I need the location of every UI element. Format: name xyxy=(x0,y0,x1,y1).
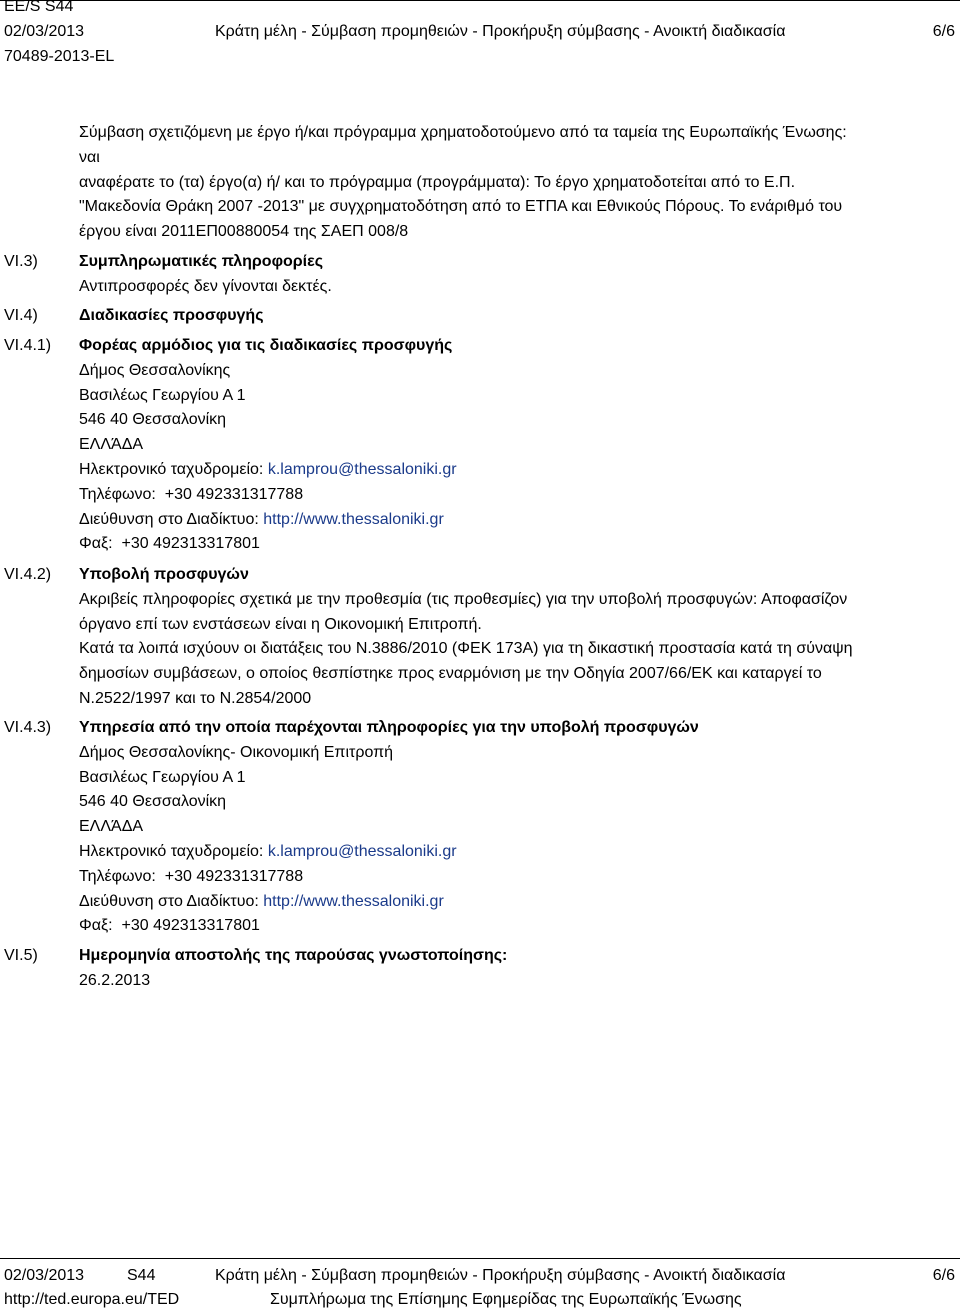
appeal-text-line: Ακριβείς πληροφορίες σχετικά με την προθεσμία (τις προθεσμίες) για την υποβολή προσφυγών: Αποφασίζον xyxy=(79,590,848,608)
email-row xyxy=(79,458,941,483)
section-title: Φορέας αρμόδιος για τις διαδικασίες προσφυγής xyxy=(79,337,453,354)
web-label: Διεύθυνση στο Διαδίκτυο: xyxy=(79,892,259,910)
section-vi5 xyxy=(79,944,941,994)
section-vi41 xyxy=(79,334,941,557)
section-title: Συμπληρωματικές πληροφορίες xyxy=(79,253,324,270)
footer-page-number: 6/6 xyxy=(932,1267,955,1284)
footer-series: S44 xyxy=(127,1267,156,1284)
org-name: Δήμος Θεσσαλονίκης- Οικονομική Επιτροπή xyxy=(79,743,394,761)
section-vi42 xyxy=(79,563,941,712)
phone-label: Τηλέφωνο: xyxy=(79,485,156,503)
email-link[interactable]: k.lamprou@thessaloniki.gr xyxy=(267,460,457,478)
section-number-vi43: VI.4.3) xyxy=(4,719,52,736)
street-address: Βασιλέως Γεωργίου Α 1 xyxy=(79,386,246,404)
header-title: Κράτη μέλη - Σύμβαση προμηθειών - Προκήρυξη σύμβασης - Ανοικτή διαδικασία xyxy=(215,23,786,40)
phone-row xyxy=(79,483,941,508)
section-vi4 xyxy=(79,304,941,329)
email-row xyxy=(79,840,941,865)
web-link[interactable]: http://www.thessaloniki.gr xyxy=(263,510,444,528)
section-vi3 xyxy=(79,250,941,300)
additional-info-text: Αντιπροσφορές δεν γίνονται δεκτές. xyxy=(79,277,332,295)
appeal-text-line: δημοσίων συμβάσεων, ο οποίος θεσπίστηκε προς εναρμόνιση με την Οδηγία 2007/66/ΕΚ και καταργεί το xyxy=(79,665,822,683)
appeal-text-line: όργανο επί των ενστάσεων είναι η Οικονομική Επιτροπή. xyxy=(79,615,482,633)
footer-date: 02/03/2013 xyxy=(4,1267,85,1284)
section-title: Διαδικασίες προσφυγής xyxy=(79,307,264,324)
org-name: Δήμος Θεσσαλονίκης xyxy=(79,361,231,379)
fax-row xyxy=(79,914,941,939)
section-title: Υποβολή προσφυγών xyxy=(79,566,249,583)
eu-funding-ref-line: έργου είναι 2011ΕΠ00880054 της ΣΑΕΠ 008/8 xyxy=(79,223,409,241)
header-doc-code: EE/S S44 xyxy=(4,0,74,15)
footer-rule xyxy=(0,1258,960,1259)
country: ΕΛΛΆΔΑ xyxy=(79,818,144,836)
web-label: Διεύθυνση στο Διαδίκτυο: xyxy=(79,510,259,528)
appeal-text-line: Κατά τα λοιπά ισχύουν οι διατάξεις του Ν.3886/2010 (ΦΕΚ 173Α) για τη δικαστική προστασία κατά τη σύναψη xyxy=(79,640,853,658)
phone-row xyxy=(79,865,941,890)
eu-funding-block xyxy=(79,121,941,245)
email-label: Ηλεκτρονικό ταχυδρομείο: xyxy=(79,842,264,860)
city-postcode: 546 40 Θεσσαλονίκη xyxy=(79,793,227,811)
eu-funding-question: Σύμβαση σχετιζόμενη με έργο ή/και πρόγραμμα χρηματοδοτούμενο από τα ταμεία της Ευρωπαϊκής Ένωσης: xyxy=(79,124,847,141)
phone-value: +30 492331317788 xyxy=(164,485,304,503)
dispatch-date: 26.2.2013 xyxy=(79,971,151,989)
eu-funding-answer: ναι xyxy=(79,148,100,166)
fax-row xyxy=(79,532,941,557)
fax-value: +30 492313317801 xyxy=(121,917,260,935)
email-link[interactable]: k.lamprou@thessaloniki.gr xyxy=(267,842,457,860)
section-number-vi42: VI.4.2) xyxy=(4,566,52,583)
section-number-vi41: VI.4.1) xyxy=(4,337,52,354)
section-title: Υπηρεσία από την οποία παρέχονται πληροφορίες για την υποβολή προσφυγών xyxy=(79,719,699,736)
footer-url[interactable]: http://ted.europa.eu/TED xyxy=(4,1291,180,1308)
section-title: Ημερομηνία αποστολής της παρούσας γνωστοποίησης: xyxy=(79,947,508,964)
section-number-vi3: VI.3) xyxy=(4,253,38,270)
email-label: Ηλεκτρονικό ταχυδρομείο: xyxy=(79,460,264,478)
fax-label: Φαξ: xyxy=(79,535,113,553)
web-row xyxy=(79,890,941,915)
header-notice-id: 70489-2013-EL xyxy=(4,48,115,65)
country: ΕΛΛΆΔΑ xyxy=(79,436,144,454)
footer-title: Κράτη μέλη - Σύμβαση προμηθειών - Προκήρυξη σύμβασης - Ανοικτή διαδικασία xyxy=(215,1267,786,1284)
appeal-text-line: Ν.2522/1997 και το Ν.2854/2000 xyxy=(79,689,312,707)
section-number-vi4: VI.4) xyxy=(4,307,38,324)
fax-value: +30 492313317801 xyxy=(121,535,260,553)
web-link[interactable]: http://www.thessaloniki.gr xyxy=(263,892,444,910)
fax-label: Φαξ: xyxy=(79,917,113,935)
header-page-number: 6/6 xyxy=(932,23,955,40)
eu-funding-ref-line: "Μακεδονία Θράκη 2007 -2013" με συγχρηματοδότηση από το ΕΤΠΑ και Εθνικούς Πόρους. Το ενάριθμό του xyxy=(79,198,843,216)
web-row xyxy=(79,508,941,533)
footer-subtitle: Συμπλήρωμα της Επίσημης Εφημερίδας της Ευρωπαϊκής Ένωσης xyxy=(270,1291,742,1308)
phone-label: Τηλέφωνο: xyxy=(79,867,156,885)
header-top-rule xyxy=(0,0,960,1)
section-vi43 xyxy=(79,716,941,939)
city-postcode: 546 40 Θεσσαλονίκη xyxy=(79,411,227,429)
section-number-vi5: VI.5) xyxy=(4,947,38,964)
header-date: 02/03/2013 xyxy=(4,23,85,40)
eu-funding-ref-line: αναφέρατε το (τα) έργο(α) ή/ και το πρόγραμμα (προγράμματα): Το έργο χρηματοδοτείται από το Ε.Π. xyxy=(79,173,796,191)
street-address: Βασιλέως Γεωργίου Α 1 xyxy=(79,768,246,786)
phone-value: +30 492331317788 xyxy=(164,867,304,885)
